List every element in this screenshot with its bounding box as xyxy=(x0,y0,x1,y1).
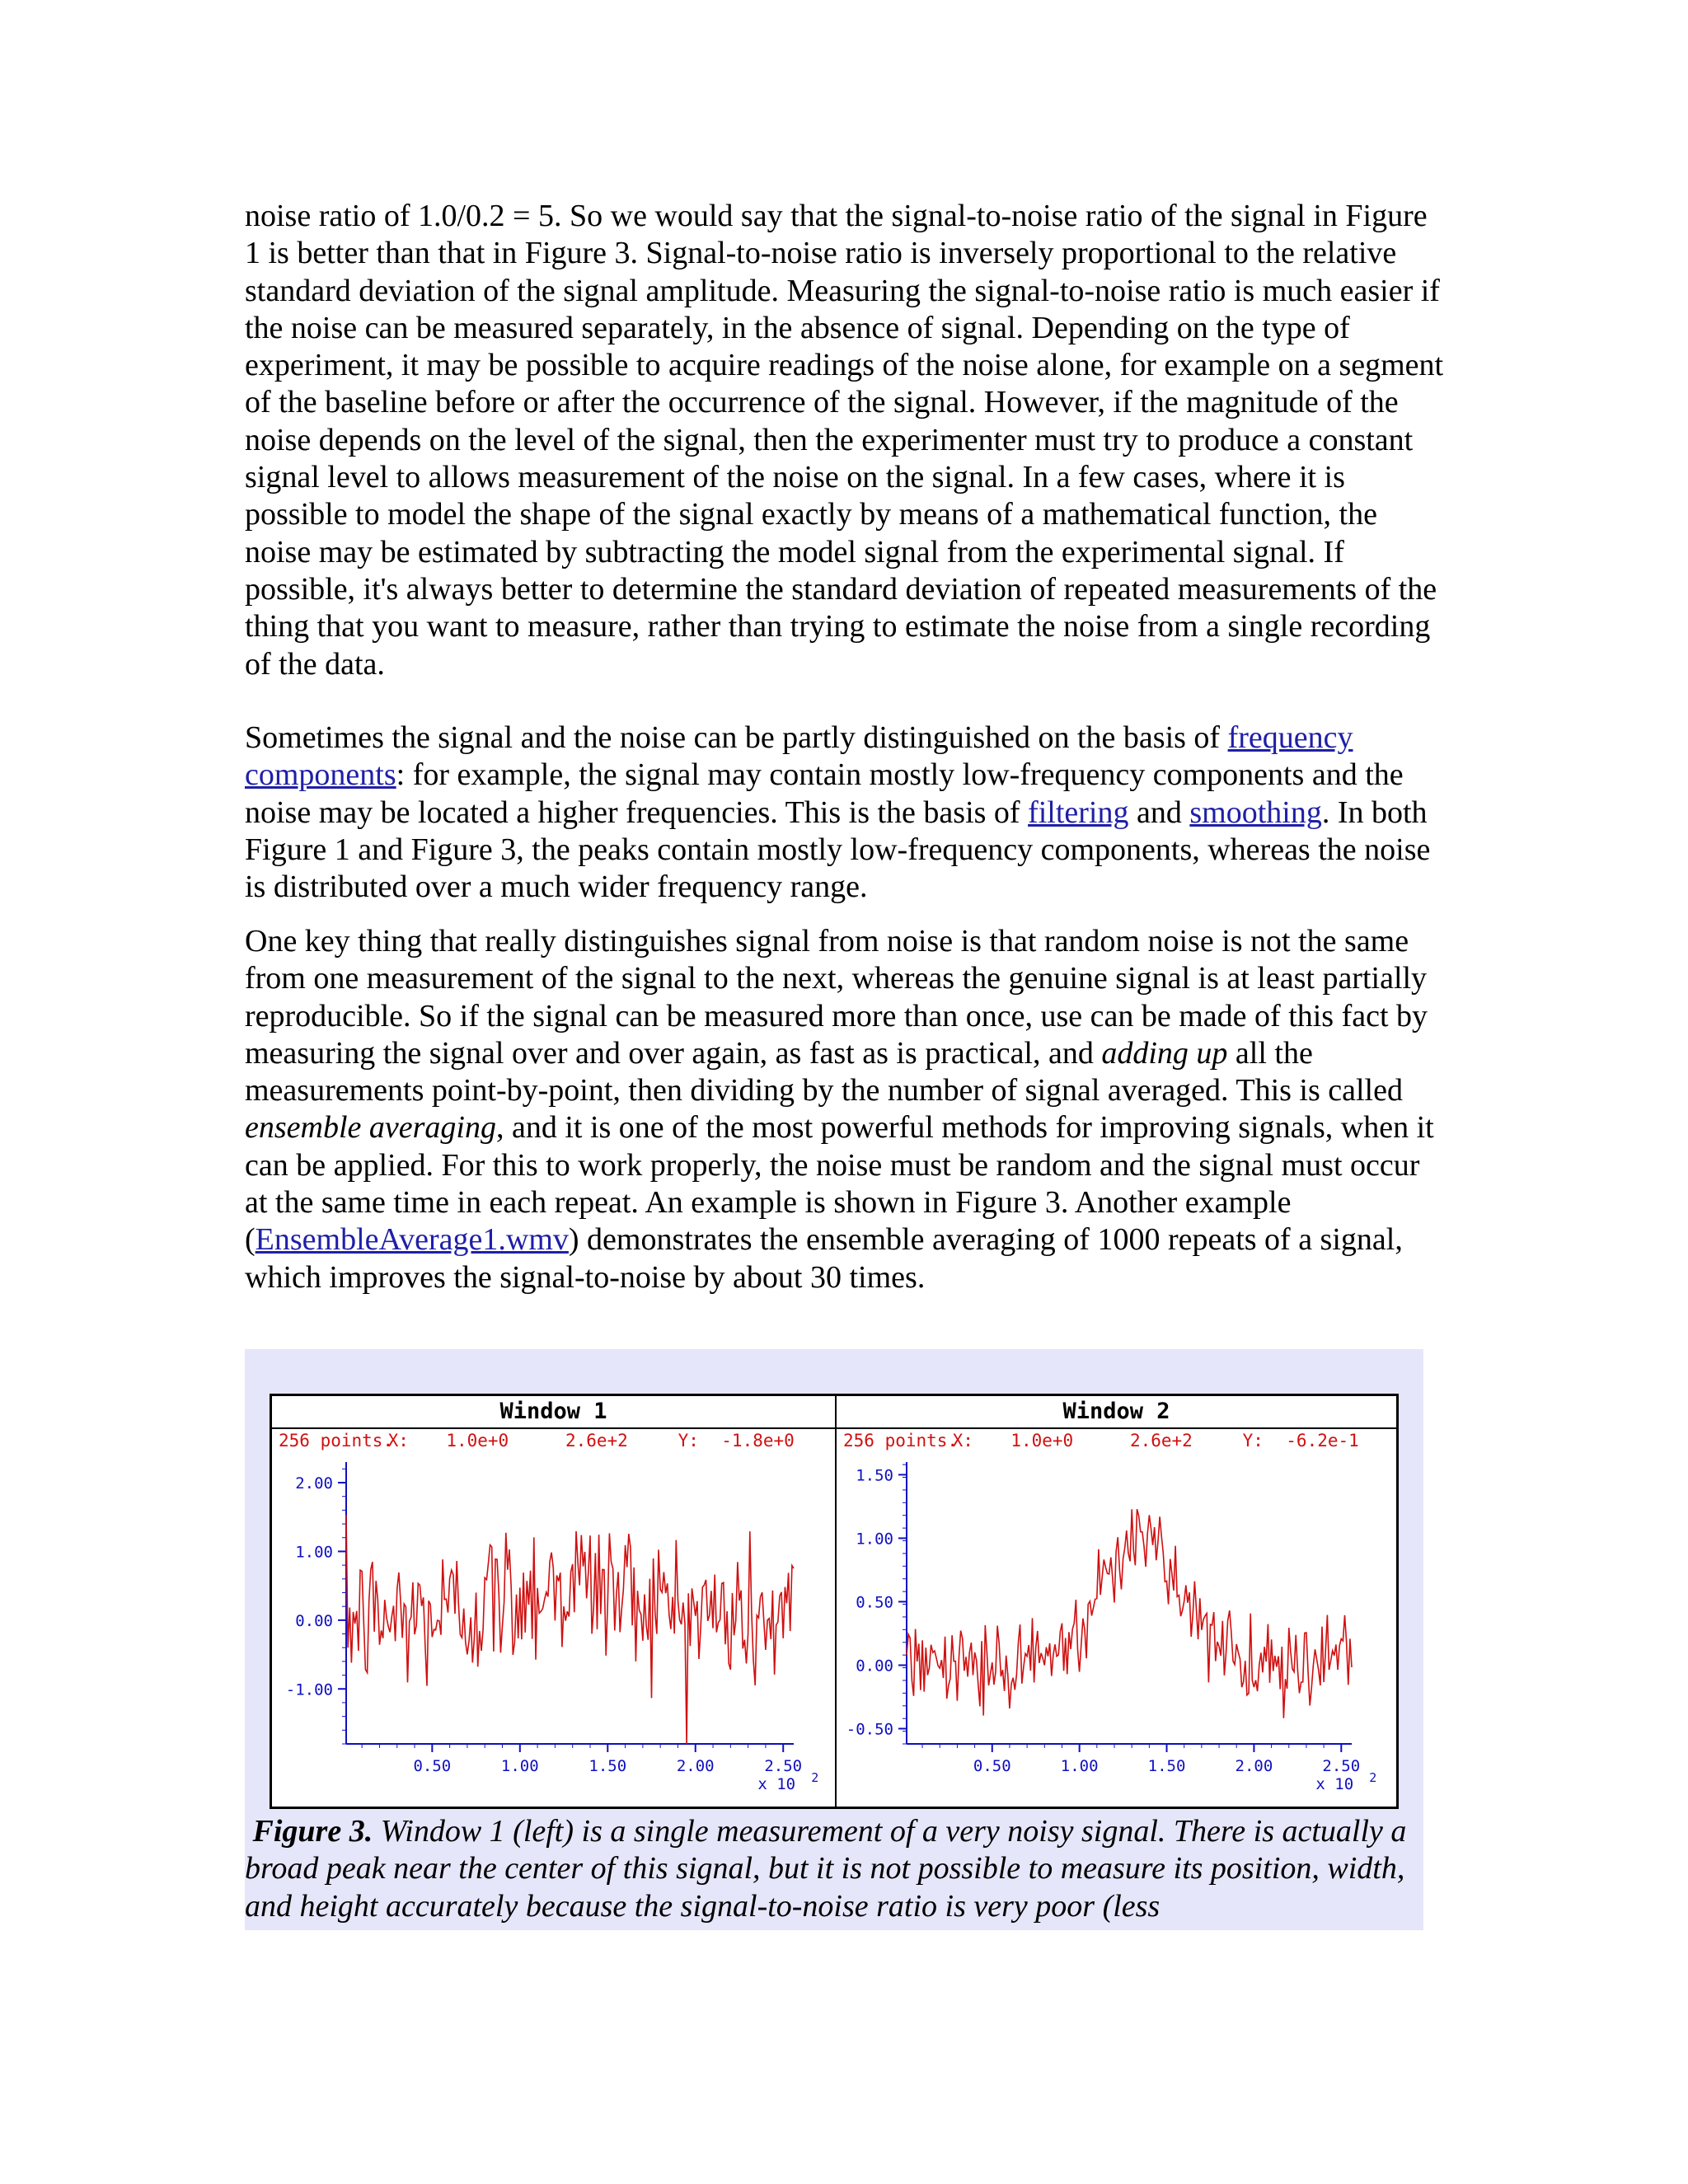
paragraph-3-text-b: all the measurements point-by-point, then dividing by the number of signal averaged. This is called xyxy=(245,1035,1403,1108)
y-tick-label: 1.50 xyxy=(856,1466,893,1485)
paragraph-1 xyxy=(245,198,1448,683)
y-tick-label: -0.50 xyxy=(846,1720,893,1739)
window-2-x-label: X: xyxy=(952,1431,973,1451)
window-1-status xyxy=(279,1429,837,1452)
paragraph-2-text-b: : for example, the signal may contain mostly low-frequency components and the noise may be located a higher frequencies. This is the basis of xyxy=(245,757,1404,830)
x-tick-label: 2.50 xyxy=(764,1757,803,1775)
window-2-status xyxy=(843,1429,1396,1452)
paragraph-3 xyxy=(245,923,1448,1296)
link-smoothing[interactable]: smoothing xyxy=(1189,794,1322,830)
signal-trace xyxy=(907,1509,1352,1718)
x-tick-label: 2.50 xyxy=(1322,1757,1361,1775)
x-tick-label: 1.00 xyxy=(1060,1757,1099,1775)
window-2 xyxy=(837,1396,1396,1807)
x-tick-label: 1.50 xyxy=(588,1757,627,1775)
link-frequency-components[interactable]: frequency components xyxy=(245,720,1353,793)
window-2-title: Window 2 xyxy=(837,1396,1396,1429)
window-1-chart xyxy=(272,1454,835,1807)
x-tick-label: 0.50 xyxy=(973,1757,1011,1775)
x-multiplier: x 10 xyxy=(757,1775,796,1793)
y-tick-label: 0.50 xyxy=(856,1593,893,1612)
figure-3-caption-label: Figure 3. xyxy=(252,1814,373,1849)
window-1-x-label: X: xyxy=(387,1431,409,1451)
x-tick-label: 2.00 xyxy=(676,1757,715,1775)
figure-3-caption xyxy=(245,1813,1423,1925)
link-ensemble-average-video[interactable]: EnsembleAverage1.wmv xyxy=(255,1222,569,1258)
paragraph-2 xyxy=(245,719,1448,906)
paragraph-3-em-adding-up: adding up xyxy=(1101,1035,1228,1071)
paragraph-2-text-a: Sometimes the signal and the noise can be partly distinguished on the basis of xyxy=(245,720,1228,755)
y-tick-label: 0.00 xyxy=(856,1657,893,1675)
window-2-chart xyxy=(837,1454,1396,1807)
signal-trace xyxy=(346,1515,794,1744)
window-1-y-label: Y: xyxy=(678,1431,699,1451)
y-tick-label: 1.00 xyxy=(856,1530,893,1549)
figure-3 xyxy=(245,1349,1423,1930)
paragraph-2-text-d: . In both Figure 1 and Figure 3, the peaks contain mostly low-frequency components, whereas the noise is distributed over a much wider frequency range. xyxy=(245,794,1431,905)
paragraph-1-text: noise ratio of 1.0/0.2 = 5. So we would say that the signal-to-noise ratio of the signal in Figure 1 is better than that in Figure 3. Signal-to-noise ratio is inversely proportional to the relative standard deviation of the signal amplitude. Measuring the signal-to-noise ratio is much easier if the noise can be measured separately, in the absence of signal. Depending on the type of experiment, it may be possible to acquire readings of the noise alone, for example on a segment of the baseline before or after the occurrence of the signal. However, if the magnitude of the noise depends on the level of the signal, then the experimenter must try to produce a constant signal level to allows measurement of the noise on the signal. In a few cases, where it is possible to model the shape of the signal exactly by means of a mathematical function, the noise may be estimated by subtracting the model signal from the experimental signal. If possible, it's always better to determine the standard deviation of repeated measurements of the thing that you want to measure, rather than trying to estimate the noise from a single recording of the data. xyxy=(245,199,1444,682)
paragraph-3-text-d: ) demonstrates the ensemble averaging of 1000 repeats of a signal, which improves the signal-to-noise by about 30 times. xyxy=(245,1222,1403,1295)
window-2-points: 256 points. xyxy=(843,1431,959,1451)
x-tick-label: 1.00 xyxy=(500,1757,539,1775)
x-tick-label: 0.50 xyxy=(413,1757,452,1775)
figure-3-plots xyxy=(270,1394,1399,1809)
window-1-title: Window 1 xyxy=(272,1396,835,1429)
y-tick-label: 2.00 xyxy=(295,1474,333,1493)
paragraph-2-text-c: and xyxy=(1128,794,1190,830)
window-1-points: 256 points. xyxy=(279,1431,394,1451)
x-tick-label: 2.00 xyxy=(1235,1757,1273,1775)
y-tick-label: 1.00 xyxy=(295,1543,333,1562)
x-multiplier: x 10 xyxy=(1315,1775,1354,1793)
window-1-x-max: 2.6e+2 xyxy=(565,1431,628,1451)
paragraph-3-text-a: One key thing that really distinguishes signal from noise is that random noise is not the same from one measurement of the signal to the next, whereas the genuine signal is at least partially reproducible. So if the signal can be measured more than once, use can be made of this fact by measuring the signal over and over again, as fast as is practical, and xyxy=(245,924,1428,1071)
y-tick-label: 0.00 xyxy=(295,1611,333,1630)
window-2-y-val: -6.2e-1 xyxy=(1286,1431,1359,1451)
window-1-y-val: -1.8e+0 xyxy=(721,1431,795,1451)
x-tick-label: 1.50 xyxy=(1147,1757,1186,1775)
paragraph-3-text-c: , and it is one of the most powerful methods for improving signals, when it can be applied. For this to work properly, the noise must be random and the signal must occur at the same time in each repeat. An example is shown in Figure 3. Another example ( xyxy=(245,1110,1434,1258)
x-exponent: 2 xyxy=(811,1770,819,1785)
window-2-x-min: 1.0e+0 xyxy=(1010,1431,1074,1451)
x-exponent: 2 xyxy=(1369,1770,1377,1785)
link-filtering[interactable]: filtering xyxy=(1028,794,1129,830)
window-2-y-label: Y: xyxy=(1242,1431,1264,1451)
window-1-x-min: 1.0e+0 xyxy=(446,1431,509,1451)
window-2-x-max: 2.6e+2 xyxy=(1129,1431,1193,1451)
figure-3-caption-text: Window 1 (left) is a single measurement of a very noisy signal. There is actually a broad peak near the center of this signal, but it is not possible to measure its position, width, and height accurately because the signal-to-noise ratio is very poor (less xyxy=(245,1814,1407,1924)
paragraph-3-em-ensemble-averaging: ensemble averaging xyxy=(245,1110,496,1146)
y-tick-label: -1.00 xyxy=(285,1680,333,1699)
window-1 xyxy=(272,1396,837,1807)
